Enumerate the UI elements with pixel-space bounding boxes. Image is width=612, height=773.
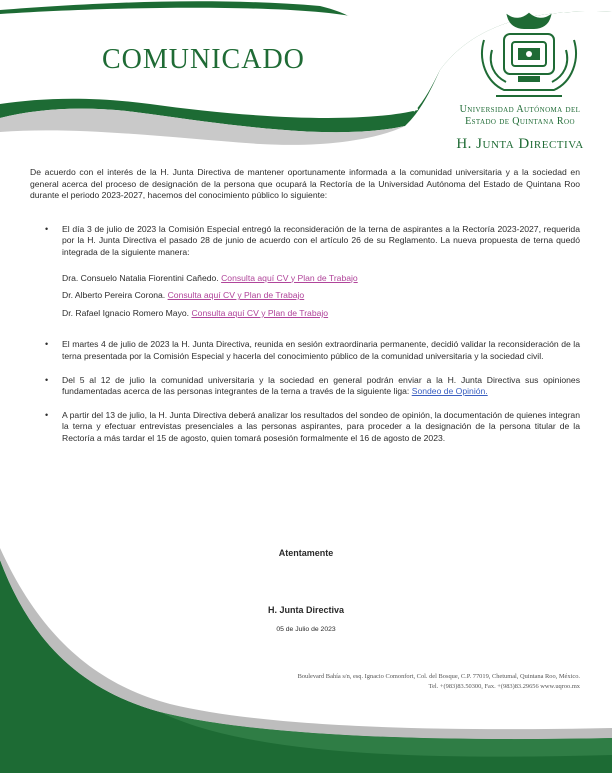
candidate-name: Dr. Rafael Ignacio Romero Mayo. bbox=[62, 307, 190, 318]
communique-body bbox=[30, 167, 580, 457]
list-item bbox=[30, 224, 580, 320]
candidate-list bbox=[62, 273, 580, 320]
university-name-line1: Universidad Autónoma del bbox=[459, 104, 581, 115]
bullet-icon: • bbox=[45, 409, 49, 420]
list-item bbox=[30, 339, 580, 362]
candidate-cv-link[interactable]: Consulta aquí CV y Plan de Trabajo bbox=[191, 307, 329, 318]
university-name-block bbox=[440, 104, 600, 153]
survey-link[interactable]: Sondeo de Opinión. bbox=[411, 386, 488, 397]
bullet-icon: • bbox=[45, 339, 49, 350]
candidate-row bbox=[62, 308, 580, 320]
candidate-cv-link[interactable]: Consulta aquí CV y Plan de Trabajo bbox=[221, 272, 358, 283]
university-name-line2: Estado de Quintana Roo bbox=[465, 116, 575, 127]
announcement-list bbox=[30, 224, 580, 445]
page-title: COMUNICADO bbox=[102, 44, 305, 75]
footer-address-line: Boulevard Bahía s/n, esq. Ignacio Comonfort, Col. del Bosque, C.P. 77019, Chetumal, Quintana Roo, México. bbox=[297, 673, 580, 680]
item-text: El día 3 de julio de 2023 la Comisión Especial entregó la reconsideración de la terna de aspirantes a la Rectoría 2023-2027, requerida por la H. Junta Directiva el pasado 28 de junio de acuerdo con el artículo 26 de su Reglamento. La nueva propuesta de terna quedó integrada de la siguiente manera: bbox=[62, 223, 580, 257]
document-date: 05 de Julio de 2023 bbox=[276, 626, 336, 633]
item-text: El martes 4 de julio de 2023 la H. Junta Directiva, reunida en sesión extraordinaria permanente, decidió validar la reconsideración de la terna presentada por la Comisión Especial y hacerla del conocimiento público de la comunidad universitaria y la sociedad civil. bbox=[62, 339, 580, 361]
candidate-cv-link[interactable]: Consulta aquí CV y Plan de Trabajo bbox=[167, 290, 305, 301]
list-item bbox=[30, 375, 580, 398]
footer-address bbox=[190, 672, 580, 692]
signature: H. Junta Directiva bbox=[267, 605, 345, 615]
item-text: Del 5 al 12 de julio la comunidad universitaria y la sociedad en general podrán enviar a la H. Junta Directiva sus opiniones fundamentadas acerca de las personas integrantes de la terna a través de la siguiente liga: bbox=[62, 374, 580, 397]
university-seal-icon bbox=[474, 10, 584, 102]
bullet-icon: • bbox=[45, 374, 49, 385]
candidate-row bbox=[62, 273, 580, 285]
bullet-icon: • bbox=[45, 223, 49, 234]
intro-paragraph: De acuerdo con el interés de la H. Junta Directiva de mantener oportunamente informada a la comunidad universitaria y a la sociedad en general acerca del proceso de designación de la persona que ocupará la Rectoría de la Universidad Autónoma del Estado de Quintana Roo durante el periodo 2023-2027, hacemos del conocimiento público lo siguiente: bbox=[30, 167, 580, 201]
candidate-name: Dr. Alberto Pereira Corona. bbox=[62, 290, 166, 301]
closing-text: Atentamente bbox=[278, 548, 334, 558]
item-text: A partir del 13 de julio, la H. Junta Directiva deberá analizar los resultados del sondeo de opinión, la documentación de quienes integran la terna y efectuar entrevistas presenciales a las personas aspirantes, para proceder a la designación de la persona titular de la Rectoría a más tardar el 15 de agosto, quien tomará posesión formalmente el 16 de agosto de 2023. bbox=[62, 409, 580, 443]
footer-contact-line: Tel. +(983)83.50300, Fax. +(983)83.29656 www.uqroo.mx bbox=[428, 683, 580, 690]
candidate-row bbox=[62, 290, 580, 302]
junta-directiva-label: H. Junta Directiva bbox=[456, 136, 584, 152]
candidate-name: Dra. Consuelo Natalia Fiorentini Cañedo. bbox=[62, 272, 219, 283]
list-item bbox=[30, 410, 580, 445]
